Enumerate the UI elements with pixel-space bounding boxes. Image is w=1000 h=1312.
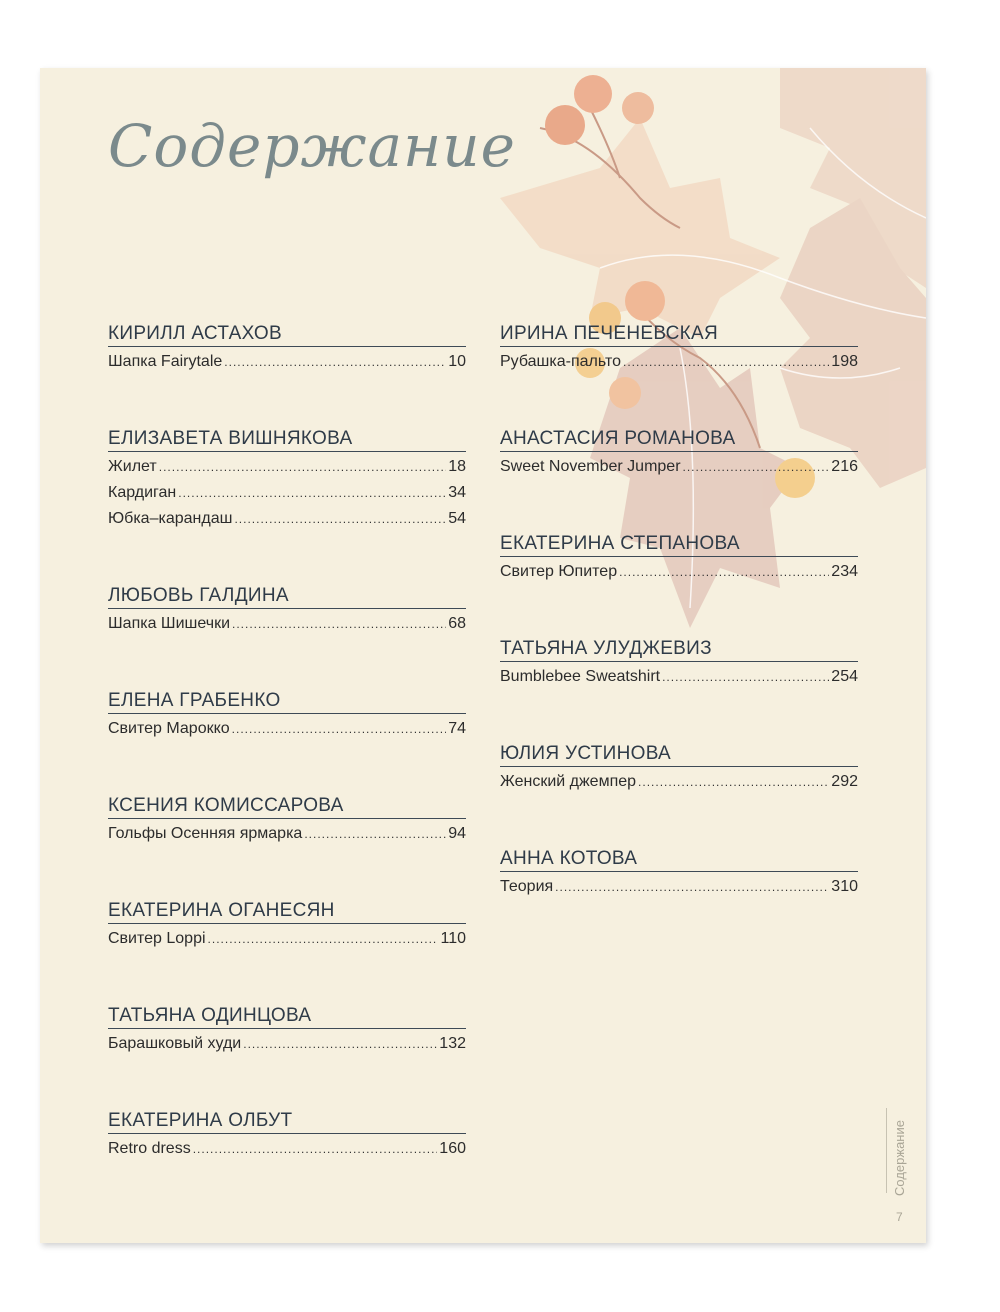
toc-entry[interactable]: Юбка–карандаш ..... 54: [108, 506, 466, 532]
author-name: ЕКАТЕРИНА ОЛБУТ: [108, 1109, 466, 1134]
toc-entry[interactable]: Шапка Fairytale ..... 10: [108, 349, 466, 375]
side-divider: [886, 1108, 887, 1193]
book-page: [40, 68, 926, 1243]
toc-entry[interactable]: Свитер Loppi ..... 110: [108, 926, 466, 952]
author-name: ЕЛИЗАВЕТА ВИШНЯКОВА: [108, 427, 466, 452]
toc-entry[interactable]: Рубашка-пальто ..... 198: [500, 349, 858, 375]
author-name: КСЕНИЯ КОМИССАРОВА: [108, 794, 466, 819]
toc-entry[interactable]: Шапка Шишечки ..... 68: [108, 611, 466, 637]
toc-author-block: [500, 847, 858, 900]
author-name: АННА КОТОВА: [500, 847, 858, 872]
toc-left-column: [108, 322, 466, 1162]
toc-entry[interactable]: Свитер Марокко ..... 74: [108, 716, 466, 742]
author-name: ЮЛИЯ УСТИНОВА: [500, 742, 858, 767]
toc-author-block: [108, 427, 466, 532]
author-name: ЕЛЕНА ГРАБЕНКО: [108, 689, 466, 714]
toc-entry[interactable]: Retro dress ..... 160: [108, 1136, 466, 1162]
running-header: Содержание: [892, 1120, 907, 1196]
toc-author-block: [108, 689, 466, 742]
toc-author-block: [108, 1004, 466, 1057]
toc-author-block: [108, 899, 466, 952]
author-name: ИРИНА ПЕЧЕНЕВСКАЯ: [500, 322, 858, 347]
toc-author-block: [500, 742, 858, 795]
toc-author-block: [500, 532, 858, 585]
toc-entry[interactable]: Кардиган ..... 34: [108, 480, 466, 506]
author-name: ТАТЬЯНА УЛУДЖЕВИЗ: [500, 637, 858, 662]
toc-author-block: [500, 637, 858, 690]
toc-entry[interactable]: Теория ..... 310: [500, 874, 858, 900]
toc-author-block: [108, 1109, 466, 1162]
toc-author-block: [500, 427, 858, 480]
toc-author-block: [108, 794, 466, 847]
toc-right-column: [500, 322, 858, 900]
toc-author-block: [108, 322, 466, 375]
toc-entry[interactable]: Барашковый худи ..... 132: [108, 1031, 466, 1057]
author-name: КИРИЛЛ АСТАХОВ: [108, 322, 466, 347]
page-title: Содержание: [108, 112, 516, 180]
author-name: ЛЮБОВЬ ГАЛДИНА: [108, 584, 466, 609]
page-number: 7: [896, 1210, 903, 1224]
author-name: ЕКАТЕРИНА ОГАНЕСЯН: [108, 899, 466, 924]
author-name: ТАТЬЯНА ОДИНЦОВА: [108, 1004, 466, 1029]
toc-entry[interactable]: Жилет ..... 18: [108, 454, 466, 480]
toc-entry[interactable]: Гольфы Осенняя ярмарка ..... 94: [108, 821, 466, 847]
author-name: АНАСТАСИЯ РОМАНОВА: [500, 427, 858, 452]
toc-entry[interactable]: Женский джемпер ..... 292: [500, 769, 858, 795]
toc-entry[interactable]: Bumblebee Sweatshirt ..... 254: [500, 664, 858, 690]
toc-entry[interactable]: Sweet November Jumper ..... 216: [500, 454, 858, 480]
toc-author-block: [500, 322, 858, 375]
toc-entry[interactable]: Свитер Юпитер ..... 234: [500, 559, 858, 585]
author-name: ЕКАТЕРИНА СТЕПАНОВА: [500, 532, 858, 557]
toc-author-block: [108, 584, 466, 637]
